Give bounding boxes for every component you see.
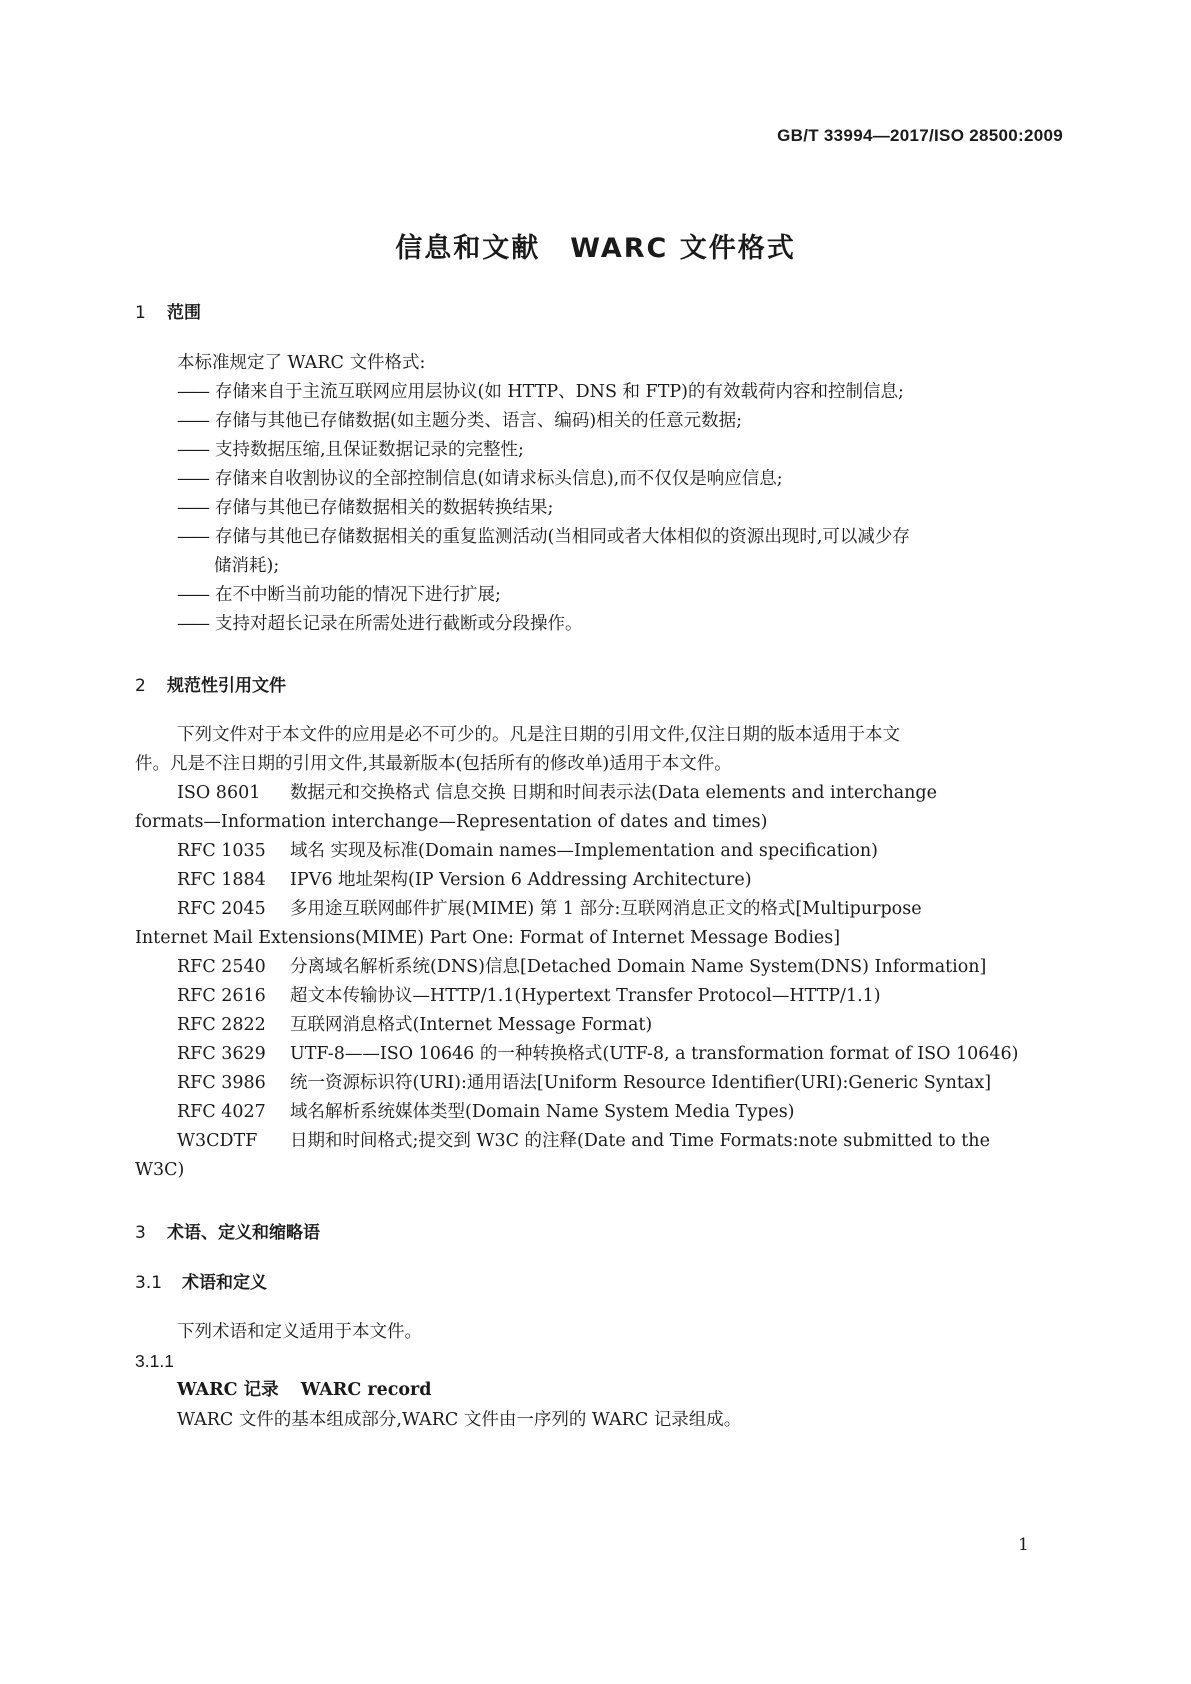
list-item bbox=[177, 609, 583, 640]
section-number: 3 bbox=[135, 1223, 146, 1243]
reference-item bbox=[177, 894, 922, 925]
reference-text: 分离域名解析系统(DNS)信息[Detached Domain Name System(DNS) Information] bbox=[290, 957, 987, 977]
reference-code: RFC 4027 bbox=[177, 1102, 266, 1122]
list-dash: —— bbox=[177, 469, 208, 489]
reference-item bbox=[177, 1039, 1019, 1070]
reference-text: 域名 实现及标准(Domain names—Implementation and specification) bbox=[290, 841, 878, 861]
reference-item bbox=[177, 1126, 990, 1157]
reference-code: RFC 1884 bbox=[177, 870, 266, 890]
section-title: 术语、定义和缩略语 bbox=[167, 1223, 320, 1243]
list-dash: —— bbox=[177, 498, 208, 518]
reference-item bbox=[177, 1097, 795, 1128]
title-en: WARC 文件格式 bbox=[570, 233, 796, 264]
list-item bbox=[177, 406, 742, 437]
page-title bbox=[0, 226, 1191, 265]
term-definition: WARC 文件的基本组成部分,WARC 文件由一序列的 WARC 记录组成。 bbox=[177, 1410, 742, 1430]
reference-text: 域名解析系统媒体类型(Domain Name System Media Types) bbox=[290, 1102, 795, 1122]
section-title: 范围 bbox=[167, 303, 201, 323]
list-item bbox=[177, 377, 904, 408]
subsection-number: 3.1 bbox=[135, 1273, 163, 1293]
section-3-heading bbox=[135, 1218, 320, 1243]
reference-continuation: Internet Mail Extensions(MIME) Part One: Format of Internet Message Bodies] bbox=[135, 928, 841, 948]
term-zh: WARC 记录 bbox=[177, 1380, 279, 1400]
list-item-text: 存储与其他已存储数据相关的重复监测活动(当相同或者大体相似的资源出现时,可以减少存 bbox=[215, 527, 910, 547]
list-dash: —— bbox=[177, 614, 208, 634]
list-item bbox=[177, 435, 524, 466]
reference-code: RFC 2540 bbox=[177, 957, 266, 977]
list-item bbox=[177, 522, 910, 553]
reference-text: 超文本传输协议—HTTP/1.1(Hypertext Transfer Protocol—HTTP/1.1) bbox=[290, 986, 881, 1006]
list-item-text: 支持数据压缩,且保证数据记录的完整性; bbox=[215, 440, 524, 460]
reference-code: RFC 1035 bbox=[177, 841, 266, 861]
list-item-text: 存储与其他已存储数据相关的数据转换结果; bbox=[215, 498, 554, 518]
reference-code: W3CDTF bbox=[177, 1131, 258, 1151]
subsection-title: 术语和定义 bbox=[182, 1273, 267, 1293]
reference-text: 统一资源标识符(URI):通用语法[Uniform Resource Identifier(URI):Generic Syntax] bbox=[290, 1073, 992, 1093]
list-dash: —— bbox=[177, 411, 208, 431]
reference-text: 多用途互联网邮件扩展(MIME) 第 1 部分:互联网消息正文的格式[Multipurpose bbox=[290, 899, 922, 919]
section-2-heading bbox=[135, 671, 286, 696]
list-dash: —— bbox=[177, 527, 208, 547]
list-item bbox=[177, 580, 501, 611]
subsection-heading bbox=[135, 1268, 267, 1293]
reference-item bbox=[177, 1010, 652, 1041]
reference-code: RFC 2822 bbox=[177, 1015, 266, 1035]
reference-text: UTF-8——ISO 10646 的一种转换格式(UTF-8, a transformation format of ISO 10646) bbox=[290, 1044, 1019, 1064]
reference-item bbox=[177, 865, 752, 896]
references-intro-line1: 下列文件对于本文件的应用是必不可少的。凡是注日期的引用文件,仅注日期的版本适用于本文 bbox=[177, 725, 901, 745]
list-item-text: 支持对超长记录在所需处进行截断或分段操作。 bbox=[215, 614, 583, 634]
reference-code: RFC 2616 bbox=[177, 986, 266, 1006]
reference-item bbox=[177, 952, 986, 983]
section-title: 规范性引用文件 bbox=[167, 676, 286, 696]
list-item-text: 在不中断当前功能的情况下进行扩展; bbox=[215, 585, 501, 605]
reference-continuation: W3C) bbox=[135, 1160, 185, 1180]
list-item-continuation: 储消耗); bbox=[214, 556, 280, 576]
reference-item bbox=[177, 1068, 991, 1099]
reference-code: RFC 3629 bbox=[177, 1044, 266, 1064]
page-number: 1 bbox=[1018, 1535, 1029, 1555]
list-item-text: 存储来自收割协议的全部控制信息(如请求标头信息),而不仅仅是响应信息; bbox=[215, 469, 783, 489]
section-number: 1 bbox=[135, 303, 146, 323]
list-item-text: 存储来自于主流互联网应用层协议(如 HTTP、DNS 和 FTP)的有效载荷内容和控制信息; bbox=[215, 382, 904, 402]
term-entry bbox=[177, 1376, 432, 1401]
section-1-heading bbox=[135, 298, 201, 323]
list-dash: —— bbox=[177, 585, 208, 605]
list-dash: —— bbox=[177, 440, 208, 460]
list-item bbox=[177, 464, 783, 495]
reference-code: RFC 3986 bbox=[177, 1073, 266, 1093]
reference-text: IPV6 地址架构(IP Version 6 Addressing Architecture) bbox=[290, 870, 752, 890]
reference-text: 日期和时间格式;提交到 W3C 的注释(Date and Time Formats:note submitted to the bbox=[290, 1131, 990, 1151]
clause-number: 3.1.1 bbox=[135, 1351, 174, 1371]
list-dash: —— bbox=[177, 382, 208, 402]
scope-intro: 本标准规定了 WARC 文件格式: bbox=[177, 353, 426, 373]
title-zh: 信息和文献 bbox=[395, 233, 541, 264]
list-item-text: 存储与其他已存储数据(如主题分类、语言、编码)相关的任意元数据; bbox=[215, 411, 743, 431]
reference-continuation: formats—Information interchange—Representation of dates and times) bbox=[135, 812, 768, 832]
reference-code: RFC 2045 bbox=[177, 899, 266, 919]
reference-code: ISO 8601 bbox=[177, 783, 261, 803]
list-item bbox=[177, 493, 553, 524]
reference-text: 互联网消息格式(Internet Message Format) bbox=[290, 1015, 653, 1035]
standard-number: GB/T 33994—2017/ISO 28500:2009 bbox=[777, 126, 1063, 145]
section-number: 2 bbox=[135, 676, 146, 696]
references-intro-line2: 件。凡是不注日期的引用文件,其最新版本(包括所有的修改单)适用于本文件。 bbox=[135, 754, 732, 774]
reference-text: 数据元和交换格式 信息交换 日期和时间表示法(Data elements and interchange bbox=[290, 783, 937, 803]
reference-item bbox=[177, 778, 937, 809]
reference-item bbox=[177, 836, 878, 867]
reference-item bbox=[177, 981, 881, 1012]
term-en: WARC record bbox=[300, 1380, 432, 1400]
terms-intro: 下列术语和定义适用于本文件。 bbox=[177, 1322, 422, 1342]
